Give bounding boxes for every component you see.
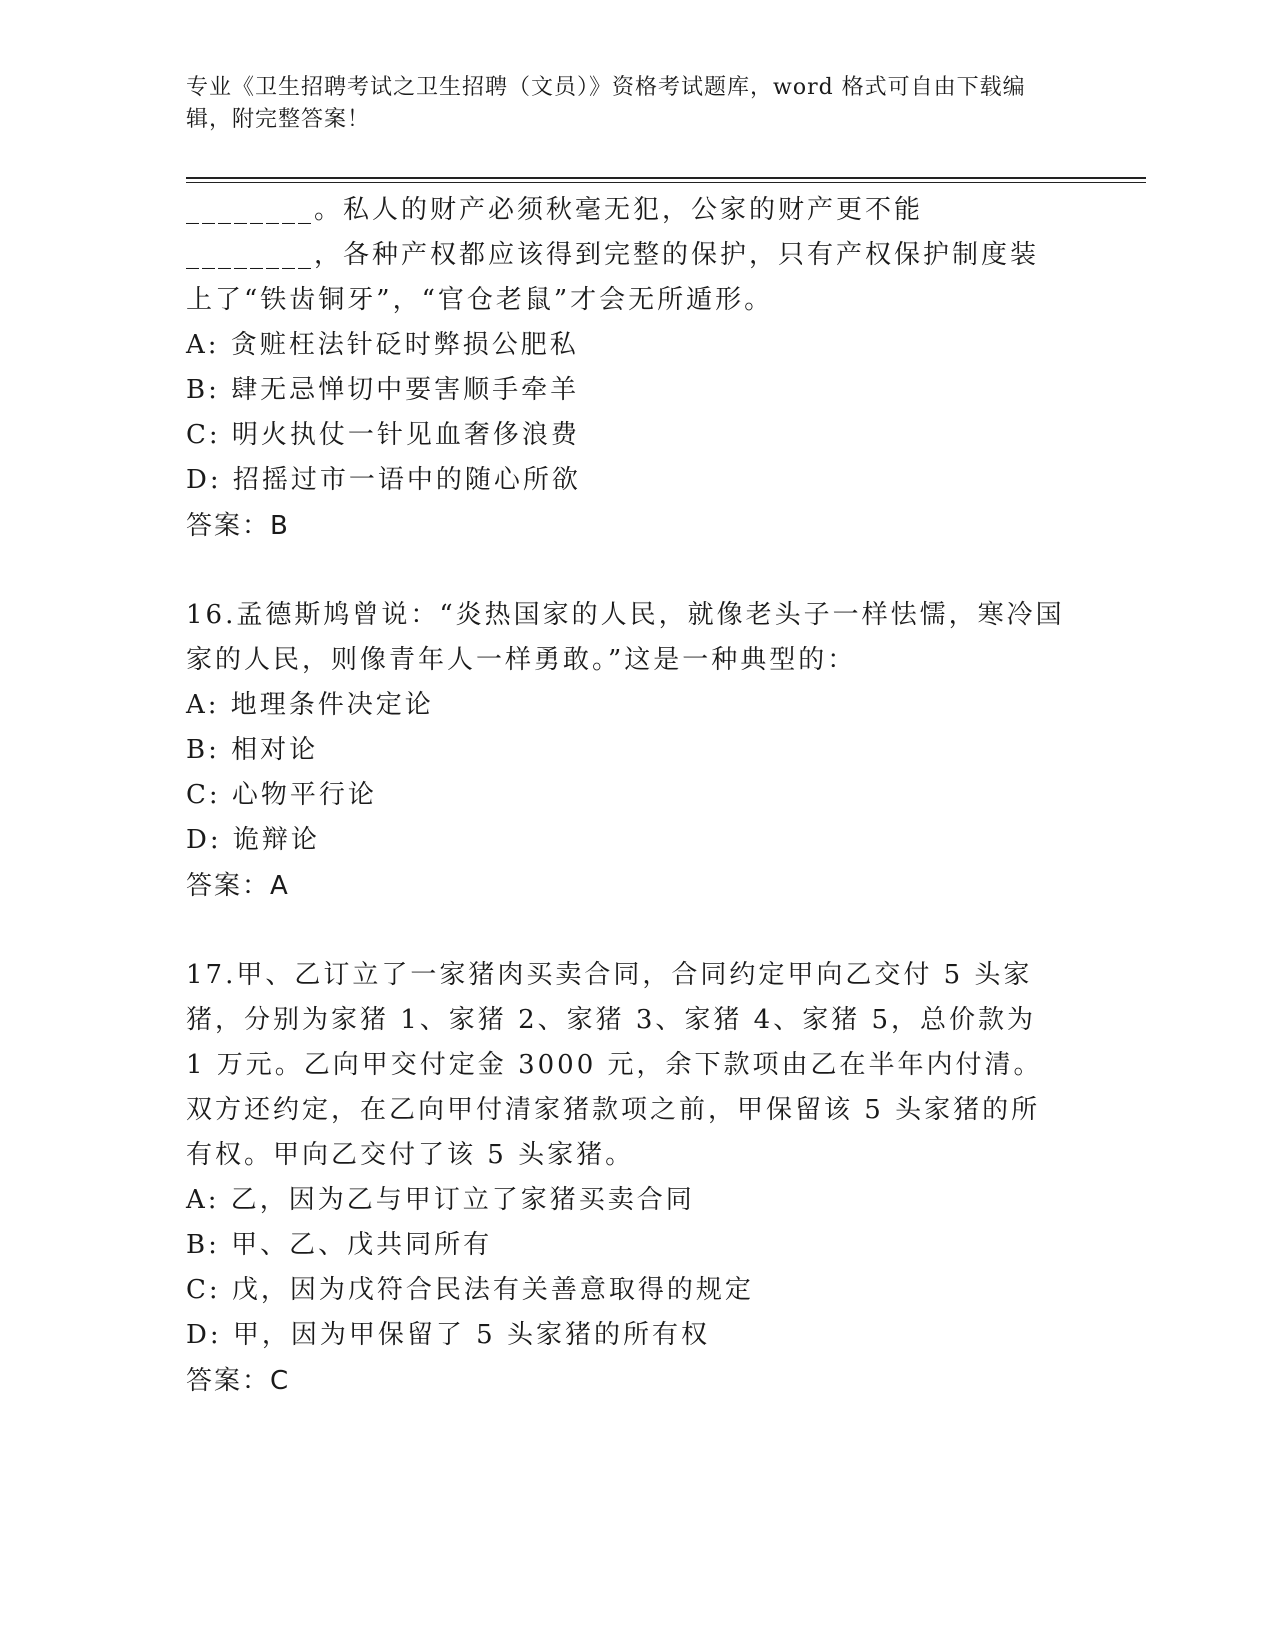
option-a: A: 乙，因为乙与甲订立了家猪买卖合同 <box>186 1185 695 1215</box>
option-c: C: 明火执仗一针见血奢侈浪费 <box>186 420 580 450</box>
question-17 <box>186 953 1066 1404</box>
option-list <box>186 683 1066 863</box>
header-rule-thin <box>186 182 1146 183</box>
option-c: C: 戊，因为戊符合民法有关善意取得的规定 <box>186 1275 754 1305</box>
answer-label: 答案：A <box>186 871 290 901</box>
option-list <box>186 323 1066 503</box>
option-b: B: 甲、乙、戊共同所有 <box>186 1230 493 1260</box>
question-stem: 16.孟德斯鸠曾说：“炎热国家的人民，就像老头子一样怯懦，寒冷国家的人民，则像青年人一样勇敢。”这是一种典型的： <box>186 600 1065 675</box>
question-stem: 17.甲、乙订立了一家猪肉买卖合同，合同约定甲向乙交付 5 头家猪，分别为家猪 1、家猪 2、家猪 3、家猪 4、家猪 5，总价款为 1 万元。乙向甲交付定金 3000 元，余下款项由乙在半年内付清。双方还约定，在乙向甲付清家猪款项之前，甲保留该 5 头家猪的所有权。甲向乙交付了该 5 头家猪。 <box>186 960 1043 1170</box>
question-16 <box>186 593 1066 909</box>
answer-label: 答案：C <box>186 1366 291 1396</box>
option-list <box>186 1178 1066 1358</box>
answer-label: 答案：B <box>186 511 290 541</box>
header-rule-thick <box>186 177 1146 179</box>
option-d: D: 诡辩论 <box>186 825 320 855</box>
option-d: D: 甲，因为甲保留了 5 头家猪的所有权 <box>186 1320 710 1350</box>
document-header: 专业《卫生招聘考试之卫生招聘（文员）》资格考试题库，word 格式可自由下载编辑，附完整答案！ <box>186 75 1026 132</box>
question-stem: ________。私人的财产必须秋毫无犯，公家的财产更不能________，各种产权都应该得到完整的保护，只有产权保护制度装上了“铁齿铜牙”，“官仓老鼠”才会无所遁形。 <box>186 195 1040 315</box>
option-b: B: 肆无忌惮切中要害顺手牵羊 <box>186 375 580 405</box>
option-a: A: 贪赃枉法针砭时弊损公肥私 <box>186 330 579 360</box>
option-c: C: 心物平行论 <box>186 780 377 810</box>
question-15 <box>186 188 1066 549</box>
question-list <box>186 188 1066 1404</box>
option-b: B: 相对论 <box>186 735 319 765</box>
option-a: A: 地理条件决定论 <box>186 690 434 720</box>
option-d: D: 招摇过市一语中的随心所欲 <box>186 465 581 495</box>
